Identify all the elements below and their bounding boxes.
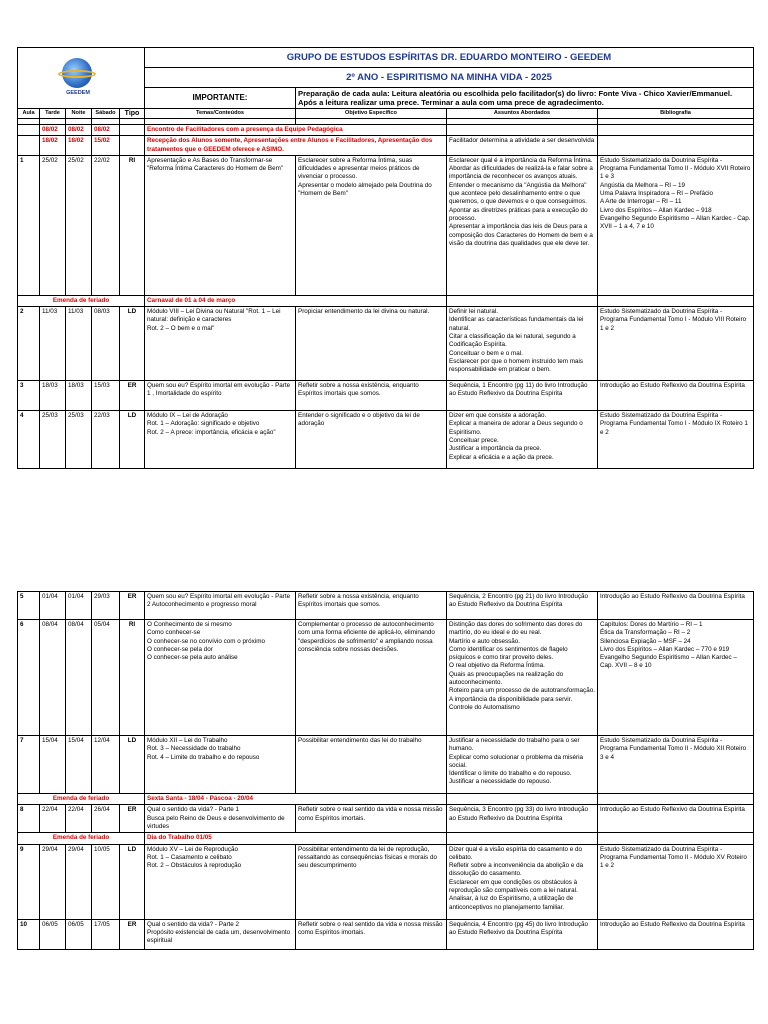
lesson-subjects: Esclarecer qual é a importância da Reforma Íntima. Abordar as dificuldades de realizá-la e falar sobre a importância de reconhecer os avanços atuais. Entender o mecanismo da "Angústia da Melhora" que acontece pelo desalinhamento entre o que queremos, o que devemos e o que conseguimos. Apontar as diretrizes práticas para a execução do processo. Apresentar a importância das leis de Deus para a composição dos Caracteres do Homem de bem e a visão da doutrina das qualidades que ele deve ter. xyxy=(447,155,598,295)
geedem-logo xyxy=(20,56,142,100)
empty-cell xyxy=(598,136,754,156)
date-sabado: 05/04 xyxy=(92,620,120,736)
lesson-subjects: Distinção das dores do sofrimento das dores do martírio, do eu ideal e do eu real. Martírio e auto obsessão. Como identificar os sentimentos de flagelo psíquicos e como tirar proveito deles. O real objetivo da Reforma Íntima. Quais as preocupações na realização do autoconhecimento. Roteiro para um processo de de autotransformação. A importância da disponibilidade para servir. Controle do Automatismo xyxy=(447,620,598,736)
date-noite: 08/04 xyxy=(66,620,92,736)
lesson-bibliography: Estudo Sistematizado da Doutrina Espírita - Programa Fundamental Tomo II - Módulo XII Roteiro 3 e 4 xyxy=(598,736,754,794)
holiday-row xyxy=(18,295,754,306)
date-tarde: 29/04 xyxy=(40,844,66,919)
empty-cell xyxy=(18,136,40,156)
lesson-topics: Apresentação e As Bases do Transformar-se "Reforma Íntima Caracteres do Homem de Bem" xyxy=(145,155,296,295)
lesson-objective: Refletir sobre o real sentido da vida e nossa missão como Espíritos imortais. xyxy=(296,805,447,833)
note-subjects xyxy=(447,125,598,136)
empty-cell xyxy=(447,833,598,844)
important-text: Preparação de cada aula: Leitura aleatória ou escolhida pelo facilitador(s) do livro: Fonte Viva - Chico Xavier/Emmanuel. Após a leitura realizar uma prece. Terminar a aula com uma prece de agradecimento. xyxy=(296,88,754,109)
page-title: GRUPO DE ESTUDOS ESPÍRITAS DR. EDUARDO MONTEIRO - GEEDEM xyxy=(145,48,754,68)
lesson-type: LD xyxy=(120,411,145,469)
date-sabado: 10/05 xyxy=(92,844,120,919)
col-noite: Noite xyxy=(66,109,92,119)
schedule-table-page-2 xyxy=(17,591,754,950)
date-noite: 18/02 xyxy=(66,136,92,156)
date-sabado: 15/02 xyxy=(92,136,120,156)
lesson-objective: Refletir sobre a nossa existência, enquanto Espíritos imortais que somos. xyxy=(296,381,447,411)
lesson-objective: Esclarecer sobre a Reforma Íntima, suas dificuldades e apresentar meios práticos de vivenciar o processo. Apresentar o modelo almejado pela Doutrina do "Homem de Bem" xyxy=(296,155,447,295)
lesson-number: 7 xyxy=(18,736,40,794)
empty-cell xyxy=(120,136,145,156)
lesson-type: LD xyxy=(120,307,145,381)
lesson-subjects: Sequência, 4 Encontro (pg 45) do livro Introdução ao Estudo Reflexivo da Doutrina Espírita xyxy=(447,919,598,949)
lesson-objective: Refletir sobre o real sentido da vida e nossa missão como Espíritos imortais. xyxy=(296,919,447,949)
date-tarde: 18/03 xyxy=(40,381,66,411)
lesson-topics: Quem sou eu? Espírito imortal em evolução - Parte 1 , Imortalidade do espírito xyxy=(145,381,296,411)
note-row xyxy=(18,136,754,156)
holiday-text: Carnaval de 01 a 04 de março xyxy=(145,295,447,306)
lesson-subjects: Dizer qual é a visão espírita do casamento e do celibato. Refletir sobre a inconveniência da abolição e da dissolução do casamento. Esclarecer em que condições os obstáculos à reprodução são compatíveis com a lei natural. Analisar, à luz do Espiritismo, a utilização de anticonceptivos no planejamento familiar. xyxy=(447,844,598,919)
lesson-row xyxy=(18,844,754,919)
lesson-number: 1 xyxy=(18,155,40,295)
holiday-label: Emenda de feriado xyxy=(18,295,145,306)
page-subtitle: 2º ANO - ESPIRITISMO NA MINHA VIDA - 2025 xyxy=(145,68,754,88)
empty-cell xyxy=(120,125,145,136)
date-noite: 29/04 xyxy=(66,844,92,919)
lesson-subjects: Sequência, 1 Encontro (pg 11) do livro Introdução ao Estudo Reflexivo da Doutrina Espírita xyxy=(447,381,598,411)
lesson-objective: Complementar o processo de autoconhecimento com uma forma eficiente de aplicá-lo, eliminando "desperdícios de sofrimento" e ampliando nossa consciência sobre nossas decisões. xyxy=(296,620,447,736)
date-noite: 22/04 xyxy=(66,805,92,833)
lesson-bibliography: Estudo Sistematizado da Doutrina Espírita - Programa Fundamental Tomo I - Módulo VIII Roteiro 1 e 2 xyxy=(598,307,754,381)
date-tarde: 18/02 xyxy=(40,136,66,156)
date-tarde: 08/04 xyxy=(40,620,66,736)
schedule-table-page-1 xyxy=(17,47,754,469)
note-text: Encontro de Facilitadores com a presença da Equipe Pedagógica xyxy=(145,125,447,136)
date-noite: 06/05 xyxy=(66,919,92,949)
lesson-type: ER xyxy=(120,592,145,620)
lesson-topics: O Conhecimento de si mesmo Como conhecer-se O conhecer-se no convívio com o próximo O conhecer-se pela dor O conhecer-se pela auto análise xyxy=(145,620,296,736)
date-noite: 08/02 xyxy=(66,125,92,136)
lesson-number: 8 xyxy=(18,805,40,833)
lesson-row xyxy=(18,592,754,620)
empty-cell xyxy=(598,794,754,805)
col-aula: Aula xyxy=(18,109,40,119)
date-tarde: 08/02 xyxy=(40,125,66,136)
lesson-bibliography: Estudo Sistematizado da Doutrina Espírita - Programa Fundamental Tomo I - Módulo IX Roteiro 1 e 2 xyxy=(598,411,754,469)
lesson-bibliography: Estudo Sistematizado da Doutrina Espírita - Programa Fundamental Tomo II - Módulo XVII Roteiro 1 e 3 Angústia da Melhora – RI – 19 Uma Palavra Inspiradora – RI – Prefácio A Arte de Interrogar – RI – 11 Livro dos Espíritos – Allan Kardec – 918 Evangelho Segundo Espiritismo – Allan Kardec - Cap. XVII – 1 a 4, 7 e 10 xyxy=(598,155,754,295)
date-sabado: 22/02 xyxy=(92,155,120,295)
lesson-bibliography: Introdução ao Estudo Reflexivo da Doutrina Espírita xyxy=(598,919,754,949)
empty-cell xyxy=(598,295,754,306)
date-tarde: 22/04 xyxy=(40,805,66,833)
holiday-label: Emenda de feriado xyxy=(18,794,145,805)
lesson-bibliography: Introdução ao Estudo Reflexivo da Doutrina Espírita xyxy=(598,805,754,833)
date-noite: 18/03 xyxy=(66,381,92,411)
col-bibliografia: Bibliografia xyxy=(598,109,754,119)
date-sabado: 08/03 xyxy=(92,307,120,381)
logo-text: GEEDEM xyxy=(66,90,90,96)
date-noite: 15/04 xyxy=(66,736,92,794)
page-2 xyxy=(17,591,753,950)
date-sabado: 26/04 xyxy=(92,805,120,833)
col-sabado: Sábado xyxy=(92,109,120,119)
lesson-number: 6 xyxy=(18,620,40,736)
date-tarde: 25/02 xyxy=(40,155,66,295)
lesson-topics: Qual o sentido da vida? - Parte 2 Propósito existencial de cada um, desenvolvimento espiritual xyxy=(145,919,296,949)
empty-cell xyxy=(447,794,598,805)
col-assuntos: Assuntos Abordados xyxy=(447,109,598,119)
lesson-bibliography: Capítulos: Dores do Martírio – RI – 1 Ética da Transformação – RI – 2 Silenciosa Expiação – MSF – 24 Livro dos Espíritos – Allan Kardec – 770 e 919 Evangelho Segundo Espiritismo – Allan Kardec – Cap. XVII – 8 e 10 xyxy=(598,620,754,736)
date-tarde: 15/04 xyxy=(40,736,66,794)
lesson-subjects: Justificar a necessidade do trabalho para o ser humano. Explicar como solucionar o problema da miséria social. Identificar o limite do trabalho e do repouso. Justificar a necessidade do repouso. xyxy=(447,736,598,794)
date-sabado: 29/03 xyxy=(92,592,120,620)
lesson-topics: Quem sou eu? Espírito imortal em evolução - Parte 2 Autoconhecimento e progresso moral xyxy=(145,592,296,620)
lesson-row xyxy=(18,381,754,411)
lesson-bibliography: Introdução ao Estudo Reflexivo da Doutrina Espírita xyxy=(598,592,754,620)
lesson-objective: Possibilitar entendimento das lei do trabalho xyxy=(296,736,447,794)
empty-cell xyxy=(598,125,754,136)
holiday-text: Dia do Trabalho 01/05 xyxy=(145,833,447,844)
holiday-row xyxy=(18,794,754,805)
lesson-subjects: Sequência, 3 Encontro (pg 33) do livro Introdução ao Estudo Reflexivo da Doutrina Espírita xyxy=(447,805,598,833)
lesson-type: RI xyxy=(120,155,145,295)
lesson-row xyxy=(18,805,754,833)
lesson-row xyxy=(18,620,754,736)
lesson-number: 10 xyxy=(18,919,40,949)
date-noite: 25/02 xyxy=(66,155,92,295)
note-row xyxy=(18,125,754,136)
date-sabado: 08/02 xyxy=(92,125,120,136)
lesson-bibliography: Estudo Sistematizado da Doutrina Espírita - Programa Fundamental Tomo II - Módulo XV Roteiro 1 e 2 xyxy=(598,844,754,919)
date-noite: 01/04 xyxy=(66,592,92,620)
lesson-row xyxy=(18,411,754,469)
col-tipo: Tipo xyxy=(120,109,145,119)
holiday-text: Sexta Santa - 18/04 - Páscoa - 20/04 xyxy=(145,794,447,805)
lesson-number: 4 xyxy=(18,411,40,469)
date-tarde: 25/03 xyxy=(40,411,66,469)
lesson-row xyxy=(18,155,754,295)
lesson-row xyxy=(18,919,754,949)
lesson-type: LD xyxy=(120,844,145,919)
lesson-objective: Propiciar entendimento da lei divina ou natural. xyxy=(296,307,447,381)
lesson-number: 9 xyxy=(18,844,40,919)
lesson-number: 2 xyxy=(18,307,40,381)
date-noite: 25/03 xyxy=(66,411,92,469)
lesson-objective: Possibilitar entendimento da lei de reprodução, ressaltando as consequências físicas e morais do seu descumprimento xyxy=(296,844,447,919)
date-sabado: 17/05 xyxy=(92,919,120,949)
date-noite: 11/03 xyxy=(66,307,92,381)
date-tarde: 01/04 xyxy=(40,592,66,620)
col-temas: Temas/Conteúdos xyxy=(145,109,296,119)
lesson-topics: Módulo XII – Lei do Trabalho Rot. 3 – Necessidade do trabalho Rot. 4 – Limite do trabalho e do repouso xyxy=(145,736,296,794)
lesson-subjects: Sequência, 2 Encontro (pg 21) do livro Introdução ao Estudo Reflexivo da Doutrina Espírita xyxy=(447,592,598,620)
empty-cell xyxy=(598,833,754,844)
lesson-topics: Qual o sentido da vida? - Parte 1 Busca pelo Reino de Deus e desenvolvimento de virtudes xyxy=(145,805,296,833)
lesson-bibliography: Introdução ao Estudo Reflexivo da Doutrina Espírita xyxy=(598,381,754,411)
date-sabado: 22/03 xyxy=(92,411,120,469)
lesson-objective: Entender o significado e o objetivo da lei de adoração xyxy=(296,411,447,469)
lesson-type: ER xyxy=(120,805,145,833)
lesson-topics: Módulo IX – Lei de Adoração Rot. 1 – Adoração: significado e objetivo Rot. 2 – A prece: importância, eficácia e ação" xyxy=(145,411,296,469)
lesson-type: ER xyxy=(120,381,145,411)
page-1 xyxy=(17,47,753,469)
col-tarde: Tarde xyxy=(40,109,66,119)
empty-cell xyxy=(447,295,598,306)
lesson-row xyxy=(18,307,754,381)
holiday-row xyxy=(18,833,754,844)
holiday-label: Emenda de feriado xyxy=(18,833,145,844)
note-text: Recepção dos Alunos somente, Apresentações entre Alunos e Facilitadores, Apresentação dos tratamentos que o GEEDEM oferece e ASIMO. xyxy=(145,136,447,156)
logo-cell xyxy=(18,48,145,109)
date-sabado: 15/03 xyxy=(92,381,120,411)
date-tarde: 06/05 xyxy=(40,919,66,949)
lesson-type: ER xyxy=(120,919,145,949)
lesson-number: 3 xyxy=(18,381,40,411)
lesson-row xyxy=(18,736,754,794)
note-subjects: Facilitador determina a atividade a ser desenvolvida xyxy=(447,136,598,156)
date-sabado: 12/04 xyxy=(92,736,120,794)
lesson-type: LD xyxy=(120,736,145,794)
lesson-objective: Refletir sobre a nossa existência, enquanto Espíritos imortais que somos. xyxy=(296,592,447,620)
lesson-number: 5 xyxy=(18,592,40,620)
lesson-type: RI xyxy=(120,620,145,736)
date-tarde: 11/03 xyxy=(40,307,66,381)
ring-icon xyxy=(58,70,96,78)
lesson-topics: Módulo XV – Lei de Reprodução Rot. 1 – Casamento e celibato Rot. 2 – Obstáculos à reprodução xyxy=(145,844,296,919)
important-label: IMPORTANTE: xyxy=(145,88,296,109)
col-objetivo: Objetivo Específico xyxy=(296,109,447,119)
lesson-subjects: Dizer em que consiste a adoração. Explicar a maneira de adorar a Deus segundo o Espiritismo. Conceituar prece. Justificar a importância da prece. Explicar a eficácia e a ação da prece. xyxy=(447,411,598,469)
lesson-topics: Módulo VIII – Lei Divina ou Natural "Rot. 1 – Lei natural: definição e caracteres Rot. 2 – O bem e o mal" xyxy=(145,307,296,381)
empty-cell xyxy=(18,125,40,136)
lesson-subjects: Definir lei natural. Identificar as características fundamentais da lei natural. Citar a classificação da lei natural, segundo a Codificação Espírita. Conceituar o bem e o mal. Esclarecer por que o homem instruído tem mais responsabilidade em praticar o bem. xyxy=(447,307,598,381)
